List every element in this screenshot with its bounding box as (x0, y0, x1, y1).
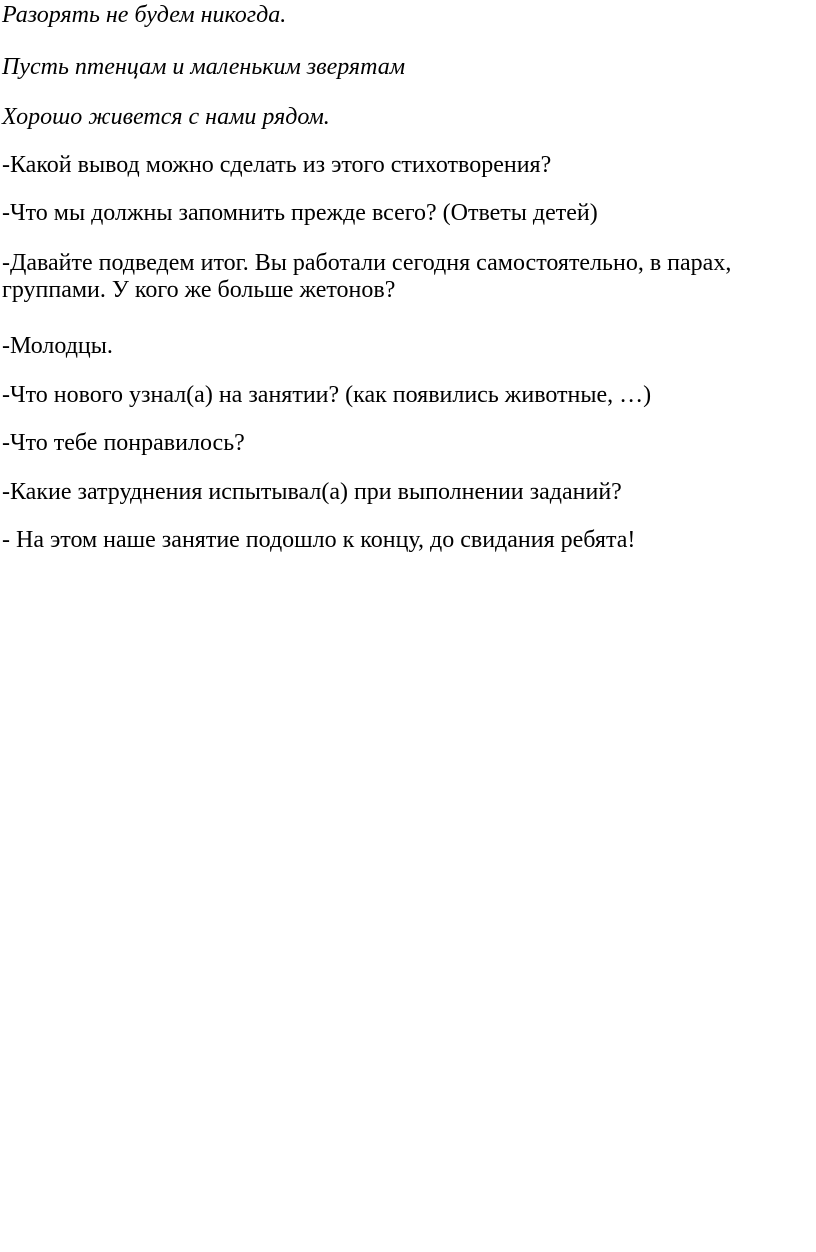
poem-line-3: Хорошо живется с нами рядом. (2, 104, 330, 130)
question-conclusion: -Какой вывод можно сделать из этого стихотворения? (2, 152, 552, 178)
question-difficulties: -Какие затруднения испытывал(а) при выполнении заданий? (2, 479, 622, 505)
question-remember: -Что мы должны запомнить прежде всего? (Ответы детей) (2, 200, 598, 226)
summary-paragraph: -Давайте подведем итог. Вы работали сегодня самостоятельно, в парах, группами. У кого же больше жетонов? (2, 250, 732, 303)
question-liked: -Что тебе понравилось? (2, 430, 245, 456)
praise-line: -Молодцы. (2, 333, 113, 359)
poem-line-1: Разорять не будем никогда. (2, 2, 287, 28)
closing-line: - На этом наше занятие подошло к концу, до свидания ребята! (2, 527, 636, 553)
question-learned: -Что нового узнал(а) на занятии? (как появились животные, …) (2, 382, 652, 408)
poem-line-2: Пусть птенцам и маленьким зверятам (2, 54, 406, 80)
